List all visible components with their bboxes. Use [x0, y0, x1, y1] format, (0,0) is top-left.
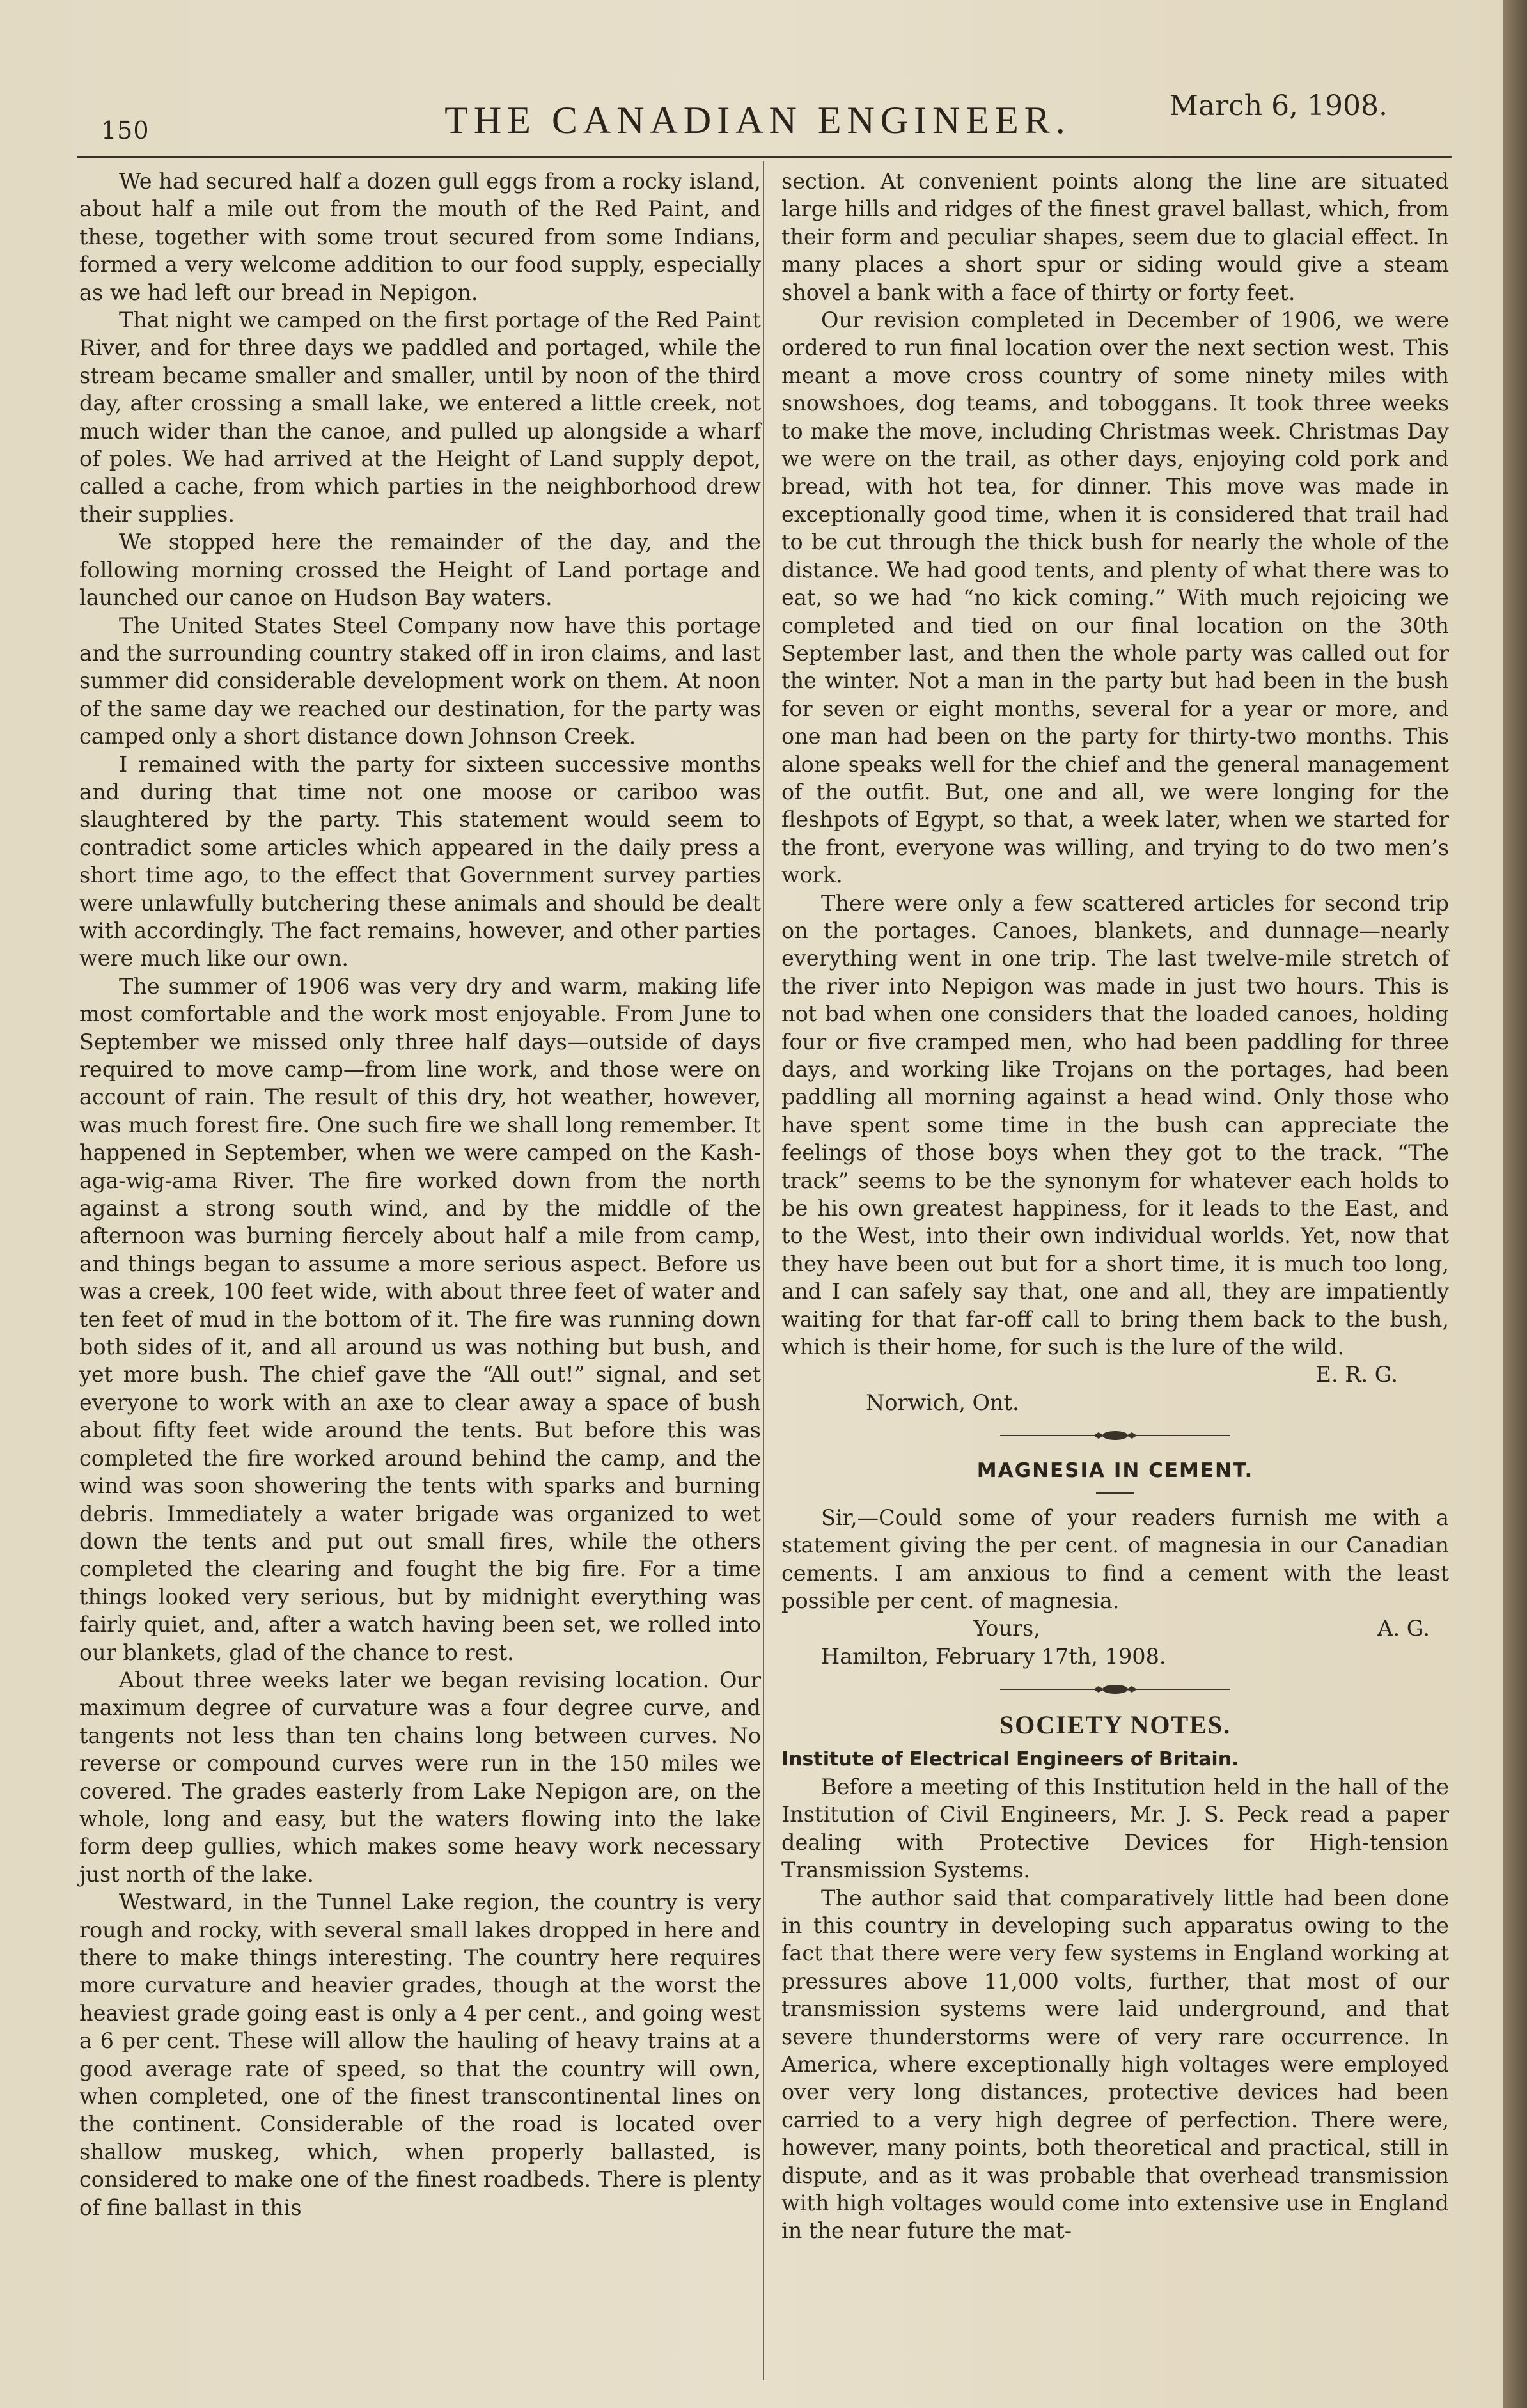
- page-binding-edge: [1503, 0, 1527, 2408]
- paragraph: We had secured half a dozen gull eggs from a rocky island, about half a mile out from the mouth of the Red Paint, and these, together with some trout secured from some Indians, formed a very welcome addition to our food supply, especially as we had left our bread in Nepigon.: [79, 169, 761, 305]
- masthead: THE CANADIAN ENGINEER.: [444, 99, 1071, 141]
- left-column: [79, 168, 761, 2221]
- page-number: 150: [101, 116, 150, 145]
- letter-dateline: Hamilton, February 17th, 1908.: [821, 1643, 1166, 1669]
- ornament-divider: [1000, 1682, 1230, 1697]
- header-rule: [77, 156, 1452, 158]
- letter-initials: A. G.: [1377, 1616, 1430, 1641]
- author-signature: E. R. G.: [1315, 1362, 1398, 1388]
- paragraph: I remained with the party for sixteen successive months and during that time not one moose or cariboo was slaughtered by the party. This statement would seem to contradict some articles which appeared in the daily press a short time ago, to the effect that Government survey parties were unlawfully butchering these animals and should be dealt with accordingly. The fact remains, however, and other parties were much like our own.: [79, 751, 761, 971]
- right-column: [781, 168, 1449, 2245]
- paragraph: Before a meeting of this Institution held in the hall of the Institution of Civil Engineers, Mr. J. S. Peck read a paper dealing with Protective Devices for High-tension Transmission Systems.: [781, 1774, 1449, 1883]
- magnesia-title: MAGNESIA IN CEMENT.: [976, 1459, 1254, 1483]
- issue-date: March 6, 1908.: [1169, 90, 1388, 122]
- paragraph: The author said that comparatively little had been done in this country in developing such apparatus owing to the fact that there were very few systems in England working at pressures above 11,000 volts, further, that most of our transmission systems were laid underground, and that severe thunderstorms were of very rare occurrence. In America, where exceptionally high voltages were employed over very long distances, protective devices had been carried to a very high degree of perfection. There were, however, many points, both theoretical and practical, still in dispute, and as it was probable that overhead transmission with high voltages would come into extensive use in England in the near future the mat-: [781, 1885, 1449, 2244]
- author-place: Norwich, Ont.: [866, 1389, 1019, 1415]
- society-notes-title: SOCIETY NOTES.: [999, 1710, 1232, 1740]
- letter-closing: [781, 1614, 1449, 1642]
- title-rule: [1096, 1492, 1134, 1494]
- letter-closing-text: Yours,: [973, 1616, 1040, 1641]
- paragraph: Westward, in the Tunnel Lake region, the country is very rough and rocky, with several small lakes dropped in here and there to make things interesting. The country here requires more curvature and heavier grades, though at the worst the heaviest grade going east is only a 4 per cent., and going west a 6 per cent. These will allow the hauling of heavy trains at a good average rate of speed, so that the country will own, when completed, one of the finest transcontinental lines on the continent. Considerable of the road is located over shallow muskeg, which, when properly ballasted, is considered to make one of the finest roadbeds. There is plenty of fine ballast in this: [79, 1889, 761, 2220]
- paragraph: Our revision completed in December of 1906, we were ordered to run final location over the next section west. This meant a move cross country of some ninety miles with snowshoes, dog teams, and toboggans. It took three weeks to make the move, including Christmas week. Christmas Day we were on the trail, as other days, enjoying cold pork and bread, with hot tea, for dinner. This move was made in exceptionally good time, when it is considered that trail had to be cut through the thick bush for nearly the whole of the distance. We had good tents, and plenty of what there was to eat, so we had “no kick coming.” With much rejoicing we completed and tied on our final location on the 30th September last, and then the whole party was called out for the winter. Not a man in the party but had been in the bush for seven or eight months, several for a year or more, and one man had been on the party for thirty-two months. This alone speaks well for the chief and the general management of the outfit. But, one and all, we were longing for the fleshpots of Egypt, so that, a week later, when we started for the front, everyone was willing, and trying to do two men’s work.: [781, 308, 1449, 888]
- page-header: [83, 77, 1432, 153]
- paragraph: The United States Steel Company now have this portage and the surrounding country staked off in iron claims, and last summer did considerable development work on them. At noon of the same day we reached our destination, for the party was camped only a short distance down Johnson Creek.: [79, 613, 761, 749]
- paragraph: The summer of 1906 was very dry and warm, making life most comfortable and the work most enjoyable. From June to September we missed only three half days—outside of days required to move camp—from line work, and those were on account of rain. The result of this dry, hot weather, however, was much forest fire. One such fire we shall long remember. It happened in September, when we were camped on the Kash-aga-wig-ama River. The fire worked down from the north against a strong south wind, and by the middle of the afternoon was burning fiercely about half a mile from camp, and things began to assume a more serious aspect. Before us was a creek, 100 feet wide, with about three feet of water and ten feet of mud in the bottom of it. The fire was running down both sides of it, and all around us was nothing but bush, and yet more bush. The chief gave the “All out!” signal, and set everyone to work with an axe to clear away a space of bush about fifty feet wide around the tents. But before this was completed the fire worked around behind the camp, and the wind was soon showering the tents with sparks and burning debris. Immediately a water brigade was organized to wet down the tents and put out small fires, while the others completed the clearing and fought the big fire. For a time things looked very serious, but by midnight everything was fairly quiet, and, after a watch having been set, we rolled into our blankets, glad of the chance to rest.: [79, 973, 761, 1665]
- society-subhead: Institute of Electrical Engineers of Britain.: [781, 1747, 1239, 1771]
- paragraph: About three weeks later we began revising location. Our maximum degree of curvature was a four degree curve, and tangents not less than ten chains long between curves. No reverse or compound curves were run in the 150 miles we covered. The grades easterly from Lake Nepigon are, on the whole, long and easy, but the waters flowing into the lake form deep gullies, which makes some heavy work necessary just north of the lake.: [79, 1667, 761, 1887]
- ornament-divider: [1000, 1428, 1230, 1443]
- letter-body: Sir,—Could some of your readers furnish me with a statement giving the per cent. of magnesia in our Canadian cements. I am anxious to find a cement with the least possible per cent. of magnesia.: [781, 1505, 1449, 1613]
- paragraph: We stopped here the remainder of the day, and the following morning crossed the Height of Land portage and launched our canoe on Hudson Bay waters.: [79, 529, 761, 611]
- paragraph: That night we camped on the first portage of the Red Paint River, and for three days we paddled and portaged, while the stream became smaller and smaller, until by noon of the third day, after crossing a small lake, we entered a little creek, not much wider than the canoe, and pulled up alongside a wharf of poles. We had arrived at the Height of Land supply depot, called a cache, from which parties in the neighborhood drew their supplies.: [79, 308, 761, 527]
- paragraph: There were only a few scattered articles for second trip on the portages. Canoes, blankets, and dunnage—nearly everything went in one trip. The last twelve-mile stretch of the river into Nepigon was made in just two hours. This is not bad when one considers that the loaded canoes, holding four or five cramped men, who had been paddling for three days, and working like Trojans on the portages, had been paddling all morning against a head wind. Only those who have spent some time in the bush can appreciate the feelings of those boys when they got to the track. “The track” seems to be the synonym for whatever each holds to be his own greatest happiness, for it leads to the East, and to the West, into their own individual worlds. Yet, now that they have been out but for a short time, it is much too long, and I can safely say that, one and all, they are impatiently waiting for that far-off call to bring them back to the bush, which is their home, for such is the lure of the wild.: [781, 890, 1449, 1360]
- column-divider: [763, 161, 764, 2380]
- paragraph: section. At convenient points along the line are situated large hills and ridges of the finest gravel ballast, which, from their form and peculiar shapes, seem due to glacial effect. In many places a short spur or siding would give a steam shovel a bank with a face of thirty or forty feet.: [781, 169, 1449, 305]
